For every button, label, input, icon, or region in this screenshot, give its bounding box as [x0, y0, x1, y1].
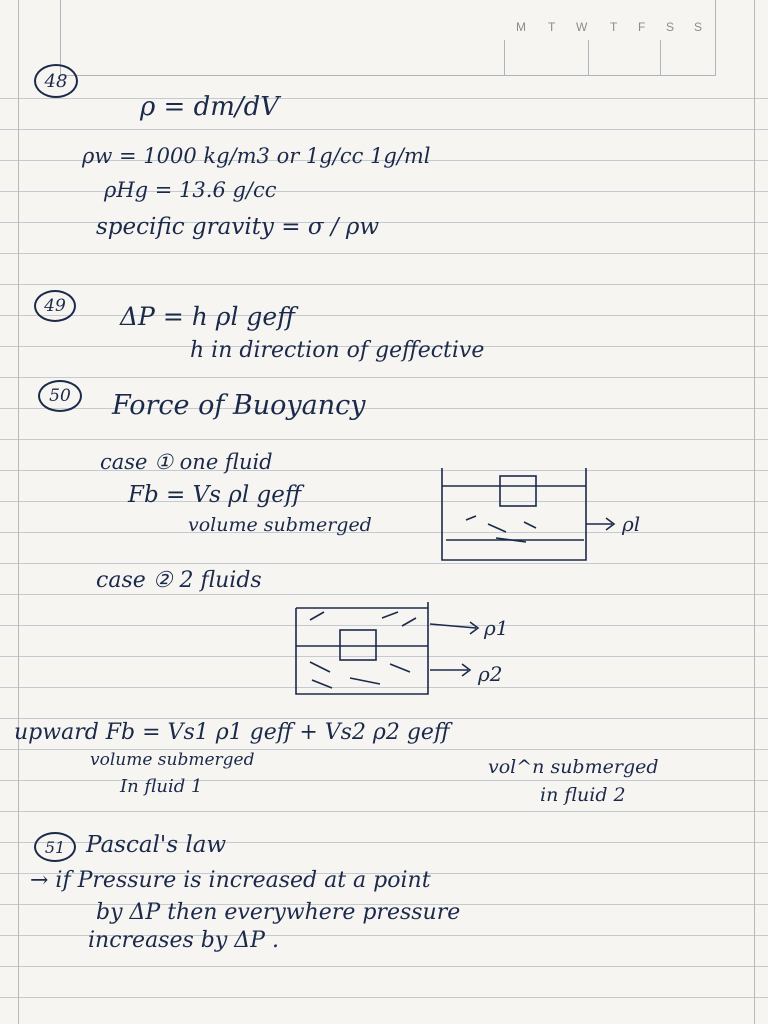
ruled-line: [0, 284, 768, 285]
ruled-line: [0, 594, 768, 595]
density-definition: ρ = dm/dV: [140, 92, 280, 122]
question-number-48: 48: [34, 64, 78, 98]
day-label: T: [610, 20, 618, 34]
pascal-line-1: → if Pressure is increased at a point: [30, 868, 431, 893]
ruled-line: [0, 997, 768, 998]
ruled-line: [0, 439, 768, 440]
day-label: F: [638, 20, 646, 34]
mercury-density: ρHg = 13.6 g/cc: [104, 178, 277, 202]
pressure-formula: ΔP = h ρl geff: [120, 302, 295, 331]
ruled-line: [0, 253, 768, 254]
volume-note-fluid-1b: In fluid 1: [120, 776, 203, 797]
case2-heading: case ② 2 fluids: [96, 568, 262, 593]
container-walls: [442, 468, 586, 560]
case1-arrow: [586, 518, 614, 530]
upward-buoyancy-formula: upward Fb = Vs1 ρ1 geff + Vs2 ρ2 geff: [14, 720, 450, 745]
question-number-50: 50: [38, 380, 82, 412]
case1-heading: case ① one fluid: [100, 450, 273, 474]
volume-note-fluid-2b: in fluid 2: [540, 784, 626, 806]
ruled-line: [0, 811, 768, 812]
volume-note-fluid-2a: vol^n submerged: [488, 756, 659, 778]
case1-formula: Fb = Vs ρl geff: [128, 482, 302, 508]
day-label: S: [666, 20, 675, 34]
pascal-line-2: by ΔP then everywhere pressure: [96, 900, 461, 925]
case2-fluid-1-label: ρ1: [484, 616, 509, 640]
ruled-line: [0, 98, 768, 99]
ruled-line: [0, 718, 768, 719]
volume-note-fluid-1a: volume submerged: [90, 750, 255, 770]
weekday-row: [508, 20, 718, 42]
ruled-line: [0, 966, 768, 967]
fluid-hatching: [466, 516, 536, 542]
water-density: ρw = 1000 kg/m3 or 1g/cc 1g/ml: [82, 144, 431, 168]
ruled-line: [0, 129, 768, 130]
day-label: T: [548, 20, 556, 34]
case1-note: volume submerged: [188, 514, 372, 536]
ruled-line: [0, 780, 768, 781]
floating-block: [500, 476, 536, 506]
day-label: S: [694, 20, 703, 34]
ruled-line: [0, 377, 768, 378]
case1-fluid-label: ρl: [622, 512, 641, 536]
ruled-line: [0, 315, 768, 316]
buoyancy-title: Force of Buoyancy: [112, 390, 366, 421]
fluid-hatching: [310, 612, 416, 688]
pascal-title: Pascal's law: [86, 832, 227, 858]
question-number-49: 49: [34, 290, 76, 322]
question-number-51: 51: [34, 832, 76, 862]
submerged-block: [340, 630, 376, 660]
date-box-divider: [504, 40, 505, 76]
date-box-divider: [588, 40, 589, 76]
left-margin-line: [18, 0, 19, 1024]
arrow-fluid-1: [430, 622, 478, 634]
pascal-line-3: increases by ΔP .: [88, 928, 279, 953]
date-box-divider: [660, 40, 661, 76]
specific-gravity: specific gravity = σ / ρw: [96, 214, 380, 240]
pressure-note: h in direction of geffective: [190, 338, 485, 363]
day-label: W: [576, 20, 588, 34]
case2-fluid-2-label: ρ2: [478, 662, 503, 686]
day-label: M: [516, 20, 526, 34]
right-margin-line: [754, 0, 755, 1024]
arrow-fluid-2: [430, 664, 470, 676]
